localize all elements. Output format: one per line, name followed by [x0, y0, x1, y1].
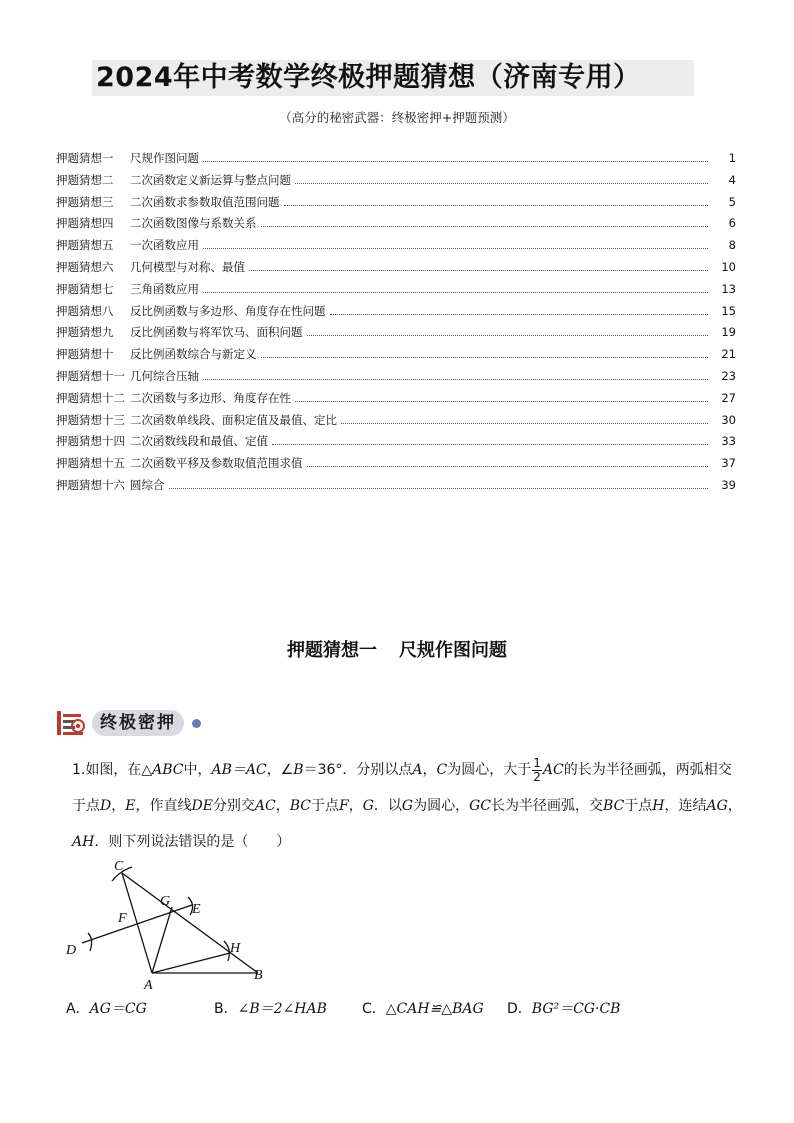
choice-letter: C． — [362, 1001, 386, 1017]
target-icon — [56, 708, 86, 738]
label-a: A — [144, 978, 153, 993]
toc-topic: 圆综合 — [130, 477, 165, 492]
toc-entry-text — [56, 281, 199, 297]
choice-c[interactable] — [362, 998, 507, 1020]
toc-page-number: 37 — [721, 456, 736, 471]
toc-page-number: 8 — [728, 238, 736, 253]
segment-ag — [152, 907, 172, 973]
toc-page-number: 30 — [721, 412, 736, 427]
toc-entry-text — [56, 433, 268, 449]
page-title: 2024年中考数学终极押题猜想（济南专用） — [96, 62, 641, 93]
toc-row[interactable] — [56, 237, 736, 259]
toc-label: 押题猜想十五 — [56, 456, 125, 471]
label-h: H — [230, 941, 241, 956]
toc-row[interactable] — [56, 368, 736, 390]
toc-page-number: 39 — [721, 477, 736, 492]
toc-page-number: 5 — [728, 194, 736, 209]
toc-leader-dots — [249, 269, 708, 271]
toc-page-number: 15 — [721, 303, 736, 318]
toc-row[interactable] — [56, 390, 736, 412]
toc-label: 押题猜想十三 — [56, 412, 125, 427]
toc-entry-text — [56, 368, 199, 384]
label-b: B — [254, 968, 263, 983]
label-c: C — [114, 859, 124, 874]
toc-leader-dots — [295, 182, 708, 184]
toc-page-number: 21 — [721, 347, 736, 362]
toc-topic: 二次函数平移及参数取值范围求值 — [130, 456, 303, 471]
toc-leader-dots — [341, 422, 708, 424]
toc-page-number: 1 — [728, 151, 736, 165]
choice-text: AG＝CG — [89, 1001, 147, 1017]
section-title — [0, 636, 794, 662]
toc-leader-dots — [203, 247, 708, 249]
toc-entry-text — [56, 346, 257, 362]
toc-label: 押题猜想一 — [56, 151, 114, 165]
toc-page-number: 10 — [721, 259, 736, 274]
choice-text: BG²＝CG·CB — [531, 1001, 621, 1017]
toc-topic: 几何模型与对称、最值 — [130, 259, 245, 274]
choice-letter: B． — [214, 1001, 238, 1017]
toc-entry-text — [56, 324, 303, 340]
answer-choices — [66, 998, 706, 1020]
toc-label: 押题猜想八 — [56, 303, 114, 318]
toc-topic: 二次函数定义新运算与整点问题 — [130, 172, 291, 187]
segment-ah — [152, 953, 230, 973]
segment-cb — [122, 873, 258, 973]
geometry-figure — [60, 855, 280, 995]
toc-leader-dots — [169, 487, 709, 489]
toc-row[interactable] — [56, 150, 736, 172]
toc-row[interactable] — [56, 433, 736, 455]
toc-page-number: 33 — [721, 434, 736, 449]
toc-page-number: 13 — [721, 281, 736, 296]
toc-entry-text — [56, 455, 303, 471]
toc-leader-dots — [307, 465, 709, 467]
choice-text: ∠B＝2∠HAB — [237, 1001, 327, 1017]
label-g: G — [160, 894, 171, 909]
toc-label: 押题猜想五 — [56, 238, 114, 253]
toc-page-number: 27 — [721, 390, 736, 405]
section-badge — [56, 706, 206, 742]
toc-topic: 三角函数应用 — [130, 281, 199, 296]
toc-entry-text — [56, 390, 291, 406]
toc-leader-dots — [203, 291, 708, 293]
toc-leader-dots — [295, 400, 708, 402]
toc-topic: 反比例函数与将军饮马、面积问题 — [130, 325, 303, 340]
toc-leader-dots — [261, 225, 709, 227]
arc-d — [88, 933, 92, 951]
section-topic: 尺规作图问题 — [399, 640, 507, 661]
label-d: D — [66, 943, 77, 958]
label-e: E — [192, 902, 201, 917]
toc-label: 押题猜想十六 — [56, 477, 125, 492]
toc-entry-text — [56, 150, 199, 166]
badge-label: 终极密押 — [92, 710, 184, 736]
toc-topic: 一次函数应用 — [130, 238, 199, 253]
toc-leader-dots — [261, 356, 709, 358]
toc-label: 押题猜想十二 — [56, 390, 125, 405]
choice-d[interactable] — [507, 998, 687, 1020]
toc-label: 押题猜想九 — [56, 325, 114, 340]
toc-topic: 反比例函数与多边形、角度存在性问题 — [130, 303, 326, 318]
choice-letter: D． — [507, 1001, 532, 1017]
table-of-contents — [56, 150, 736, 499]
toc-entry-text — [56, 194, 280, 210]
toc-page-number: 23 — [721, 368, 736, 383]
toc-row[interactable] — [56, 172, 736, 194]
section-label: 押题猜想一 — [287, 640, 377, 661]
toc-leader-dots — [307, 334, 709, 336]
question-text: 1.如图，在△ABC中，AB＝AC，∠B＝36°．分别以点A，C为圆心，大于 $\frac{1}{2}$ AC的长为半径画弧，两弧相交于点D，E，作直线DE分别交AC，BC于点F，G．以G为圆心，GC长为半径画弧，交BC于点H，连结AG，AH．则下列说法错误的是（ ） — [72, 755, 742, 850]
page-subtitle: （高分的秘密武器：终极密押+押题预测） — [279, 110, 515, 125]
line-de — [82, 905, 192, 943]
toc-topic: 几何综合压轴 — [130, 368, 199, 383]
choice-b[interactable] — [214, 998, 362, 1020]
toc-label: 押题猜想十一 — [56, 368, 125, 383]
toc-topic: 二次函数单线段、面积定值及最值、定比 — [130, 412, 337, 427]
choice-a[interactable] — [66, 998, 214, 1020]
toc-page-number: 6 — [728, 216, 736, 231]
toc-row[interactable] — [56, 281, 736, 303]
toc-entry-text — [56, 215, 257, 231]
badge-dot — [192, 719, 201, 728]
toc-row[interactable] — [56, 477, 736, 499]
toc-label: 押题猜想七 — [56, 281, 114, 296]
toc-topic: 二次函数与多边形、角度存在性 — [130, 390, 291, 405]
toc-label: 押题猜想十 — [56, 347, 114, 362]
toc-leader-dots — [330, 313, 709, 315]
toc-topic: 二次函数图像与系数关系 — [130, 216, 257, 231]
label-f: F — [118, 911, 127, 926]
toc-entry-text — [56, 259, 245, 275]
toc-entry-text — [56, 237, 199, 253]
toc-topic: 尺规作图问题 — [130, 151, 199, 165]
toc-leader-dots — [203, 378, 708, 380]
toc-leader-dots — [272, 443, 708, 445]
toc-entry-text — [56, 172, 291, 188]
toc-row[interactable] — [56, 455, 736, 477]
toc-label: 押题猜想十四 — [56, 434, 125, 449]
toc-row[interactable] — [56, 259, 736, 281]
toc-page-number: 4 — [728, 172, 736, 187]
choice-text: △CAH≌△BAG — [385, 1001, 484, 1017]
toc-leader-dots — [203, 160, 708, 162]
fraction-one-half: $\frac{1}{2}$ — [533, 755, 541, 784]
toc-entry-text — [56, 477, 165, 493]
toc-row[interactable] — [56, 346, 736, 368]
toc-page-number: 19 — [721, 325, 736, 340]
toc-topic: 二次函数线段和最值、定值 — [130, 434, 268, 449]
toc-label: 押题猜想六 — [56, 259, 114, 274]
toc-leader-dots — [284, 204, 709, 206]
toc-row[interactable] — [56, 324, 736, 346]
toc-label: 押题猜想二 — [56, 172, 114, 187]
arc-h — [224, 941, 229, 961]
toc-topic: 二次函数求参数取值范围问题 — [130, 194, 280, 209]
toc-entry-text — [56, 303, 326, 319]
toc-row[interactable] — [56, 215, 736, 237]
toc-row[interactable] — [56, 194, 736, 216]
choice-letter: A． — [66, 1001, 90, 1017]
toc-entry-text — [56, 412, 337, 428]
toc-topic: 反比例函数综合与新定义 — [130, 347, 257, 362]
toc-label: 押题猜想三 — [56, 194, 114, 209]
toc-row[interactable] — [56, 412, 736, 434]
toc-row[interactable] — [56, 303, 736, 325]
toc-label: 押题猜想四 — [56, 216, 114, 231]
